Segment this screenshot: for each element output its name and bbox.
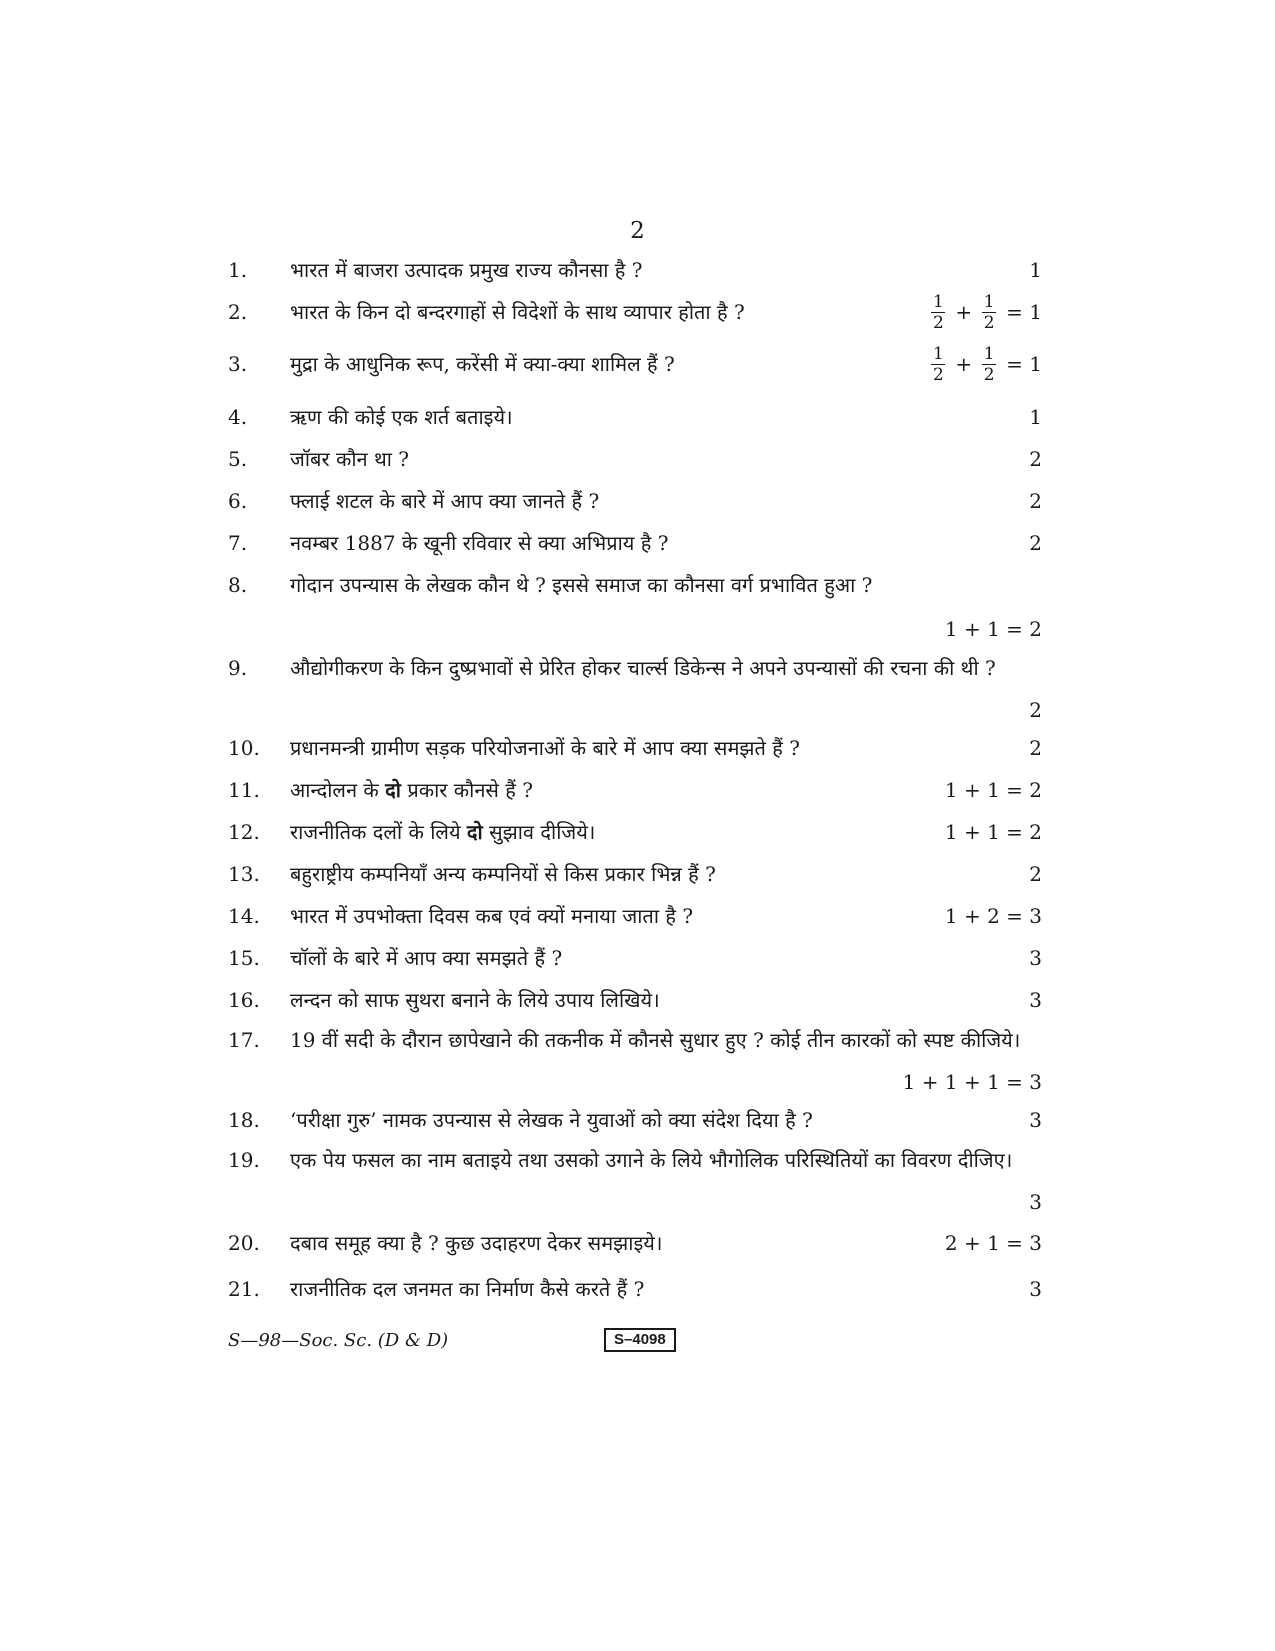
question-number: 4. [228, 405, 248, 429]
question-text: ऋण की कोई एक शर्त बताइये। [290, 405, 513, 429]
page-number: 2 [630, 218, 645, 244]
question-20 [228, 1221, 1042, 1265]
question-marks: 1 [1029, 258, 1042, 282]
question-number: 15. [228, 946, 260, 970]
question-text: औद्योगीकरण के किन दुष्प्रभावों से प्रेरित होकर चार्ल्स डिकेन्स ने अपने उपन्यासों की रचना की थी ? [290, 656, 996, 680]
question-marks: 3 [1029, 1277, 1042, 1301]
fraction-denominator: 2 [932, 312, 944, 333]
fraction [931, 345, 945, 384]
question-15 [228, 936, 1042, 980]
fraction-numerator: 1 [932, 291, 944, 312]
question-number: 2. [228, 300, 248, 324]
question-number: 21. [228, 1277, 260, 1301]
fraction-numerator: 1 [932, 343, 944, 364]
footer-paper-code: S—98—Soc. Sc. (D & D) [228, 1330, 449, 1351]
question-number: 18. [228, 1108, 260, 1132]
question-marks: 2 + 1 = 3 [944, 1231, 1042, 1255]
question-marks: 2 [1029, 531, 1042, 555]
question-text: लन्दन को साफ सुथरा बनाने के लिये उपाय लिखिये। [290, 988, 660, 1012]
emphasis-text: दो [385, 778, 401, 802]
text-segment: प्रकार कौनसे हैं ? [400, 778, 534, 802]
question-2 [228, 290, 1042, 334]
question-number: 3. [228, 352, 248, 376]
fraction-denominator: 2 [983, 312, 995, 333]
question-text: मुद्रा के आधुनिक रूप, करेंसी में क्या-क्या शामिल हैं ? [290, 352, 675, 376]
question-12 [228, 810, 1042, 854]
plus-sign: + [955, 300, 973, 324]
question-11 [228, 768, 1042, 812]
question-marks: 2 [1029, 489, 1042, 513]
question-marks: 2 [1029, 736, 1042, 760]
question-marks: 1 + 1 = 2 [944, 617, 1042, 641]
question-number: 12. [228, 820, 260, 844]
question-number: 17. [228, 1028, 260, 1052]
question-number: 16. [228, 988, 260, 1012]
footer-series-code: S–4098 [604, 1328, 676, 1352]
question-17 [228, 1020, 1042, 1104]
question-text: चॉलों के बारे में आप क्या समझते हैं ? [290, 946, 563, 970]
question-marks: 1 [1029, 405, 1042, 429]
question-8 [228, 563, 1042, 649]
question-marks: 2 [1029, 447, 1042, 471]
question-7 [228, 521, 1042, 565]
question-number: 19. [228, 1148, 260, 1172]
question-text: गोदान उपन्यास के लेखक कौन थे ? इससे समाज का कौनसा वर्ग प्रभावित हुआ ? [290, 573, 873, 597]
question-text [290, 768, 533, 812]
question-marks: 2 [1029, 698, 1042, 722]
question-number: 14. [228, 904, 260, 928]
question-number: 6. [228, 489, 248, 513]
question-text: भारत में उपभोक्ता दिवस कब एवं क्यों मनाया जाता है ? [290, 904, 694, 928]
marks-total: = 1 [1006, 352, 1042, 376]
fraction [982, 345, 996, 384]
question-text: एक पेय फसल का नाम बताइये तथा उसको उगाने के लिये भौगोलिक परिस्थितियों का विवरण दीजिए। [290, 1148, 1013, 1172]
question-14 [228, 894, 1042, 938]
question-text: दबाव समूह क्या है ? कुछ उदाहरण देकर समझाइये। [290, 1231, 663, 1255]
question-marks: 1 + 1 + 1 = 3 [902, 1070, 1042, 1094]
question-number: 8. [228, 573, 248, 597]
question-number: 9. [228, 656, 248, 680]
emphasis-text: दो [466, 820, 483, 844]
question-text: 19 वीं सदी के दौरान छापेखाने की तकनीक में कौनसे सुधार हुए ? कोई तीन कारकों को स्पष्ट कीजिये। [290, 1028, 1021, 1052]
question-text [290, 810, 595, 854]
question-18 [228, 1098, 1042, 1142]
question-text: भारत के किन दो बन्दरगाहों से विदेशों के साथ व्यापार होता है ? [290, 300, 745, 324]
question-text: राजनीतिक दल जनमत का निर्माण कैसे करते हैं ? [290, 1277, 645, 1301]
question-1 [228, 248, 1042, 292]
question-marks: 3 [1029, 988, 1042, 1012]
fraction-denominator: 2 [983, 364, 995, 385]
question-number: 11. [228, 778, 260, 802]
plus-sign: + [955, 352, 973, 376]
question-number: 5. [228, 447, 248, 471]
question-text: प्रधानमन्त्री ग्रामीण सड़क परियोजनाओं के बारे में आप क्या समझते हैं ? [290, 736, 800, 760]
question-9 [228, 648, 1042, 732]
question-number: 1. [228, 258, 248, 282]
question-number: 10. [228, 736, 260, 760]
fraction-denominator: 2 [932, 364, 944, 385]
question-marks: 1 + 1 = 2 [944, 820, 1042, 844]
question-16 [228, 978, 1042, 1022]
question-text: जॉबर कौन था ? [290, 447, 410, 471]
question-21 [228, 1267, 1042, 1311]
question-marks: 2 [1029, 862, 1042, 886]
question-10 [228, 726, 1042, 770]
fraction-numerator: 1 [983, 291, 995, 312]
question-5 [228, 437, 1042, 481]
question-text: बहुराष्ट्रीय कम्पनियाँ अन्य कम्पनियों से किस प्रकार भिन्न हैं ? [290, 862, 716, 886]
question-text: ‘परीक्षा गुरु’ नामक उपन्यास से लेखक ने युवाओं को क्या संदेश दिया है ? [290, 1108, 813, 1132]
text-segment: राजनीतिक दलों के लिये [290, 820, 467, 844]
fraction [982, 293, 996, 332]
question-text: नवम्बर 1887 के खूनी रविवार से क्या अभिप्राय है ? [290, 531, 669, 555]
question-marks: 3 [1029, 1190, 1042, 1214]
question-number: 20. [228, 1231, 260, 1255]
question-text: भारत में बाजरा उत्पादक प्रमुख राज्य कौनसा है ? [290, 258, 643, 282]
question-19 [228, 1140, 1042, 1224]
question-4 [228, 395, 1042, 439]
fraction [931, 293, 945, 332]
question-6 [228, 479, 1042, 523]
question-marks: 1 + 2 = 3 [944, 904, 1042, 928]
question-13 [228, 852, 1042, 896]
marks-total: = 1 [1006, 300, 1042, 324]
question-text: फ्लाई शटल के बारे में आप क्या जानते हैं ? [290, 489, 600, 513]
question-number: 13. [228, 862, 260, 886]
text-segment: आन्दोलन के [290, 778, 386, 802]
question-marks [931, 290, 1042, 334]
fraction-numerator: 1 [983, 343, 995, 364]
question-number: 7. [228, 531, 248, 555]
question-marks: 3 [1029, 1108, 1042, 1132]
question-marks [931, 342, 1042, 386]
question-3 [228, 342, 1042, 386]
text-segment: सुझाव दीजिये। [482, 820, 596, 844]
question-marks: 3 [1029, 946, 1042, 970]
question-marks: 1 + 1 = 2 [944, 778, 1042, 802]
